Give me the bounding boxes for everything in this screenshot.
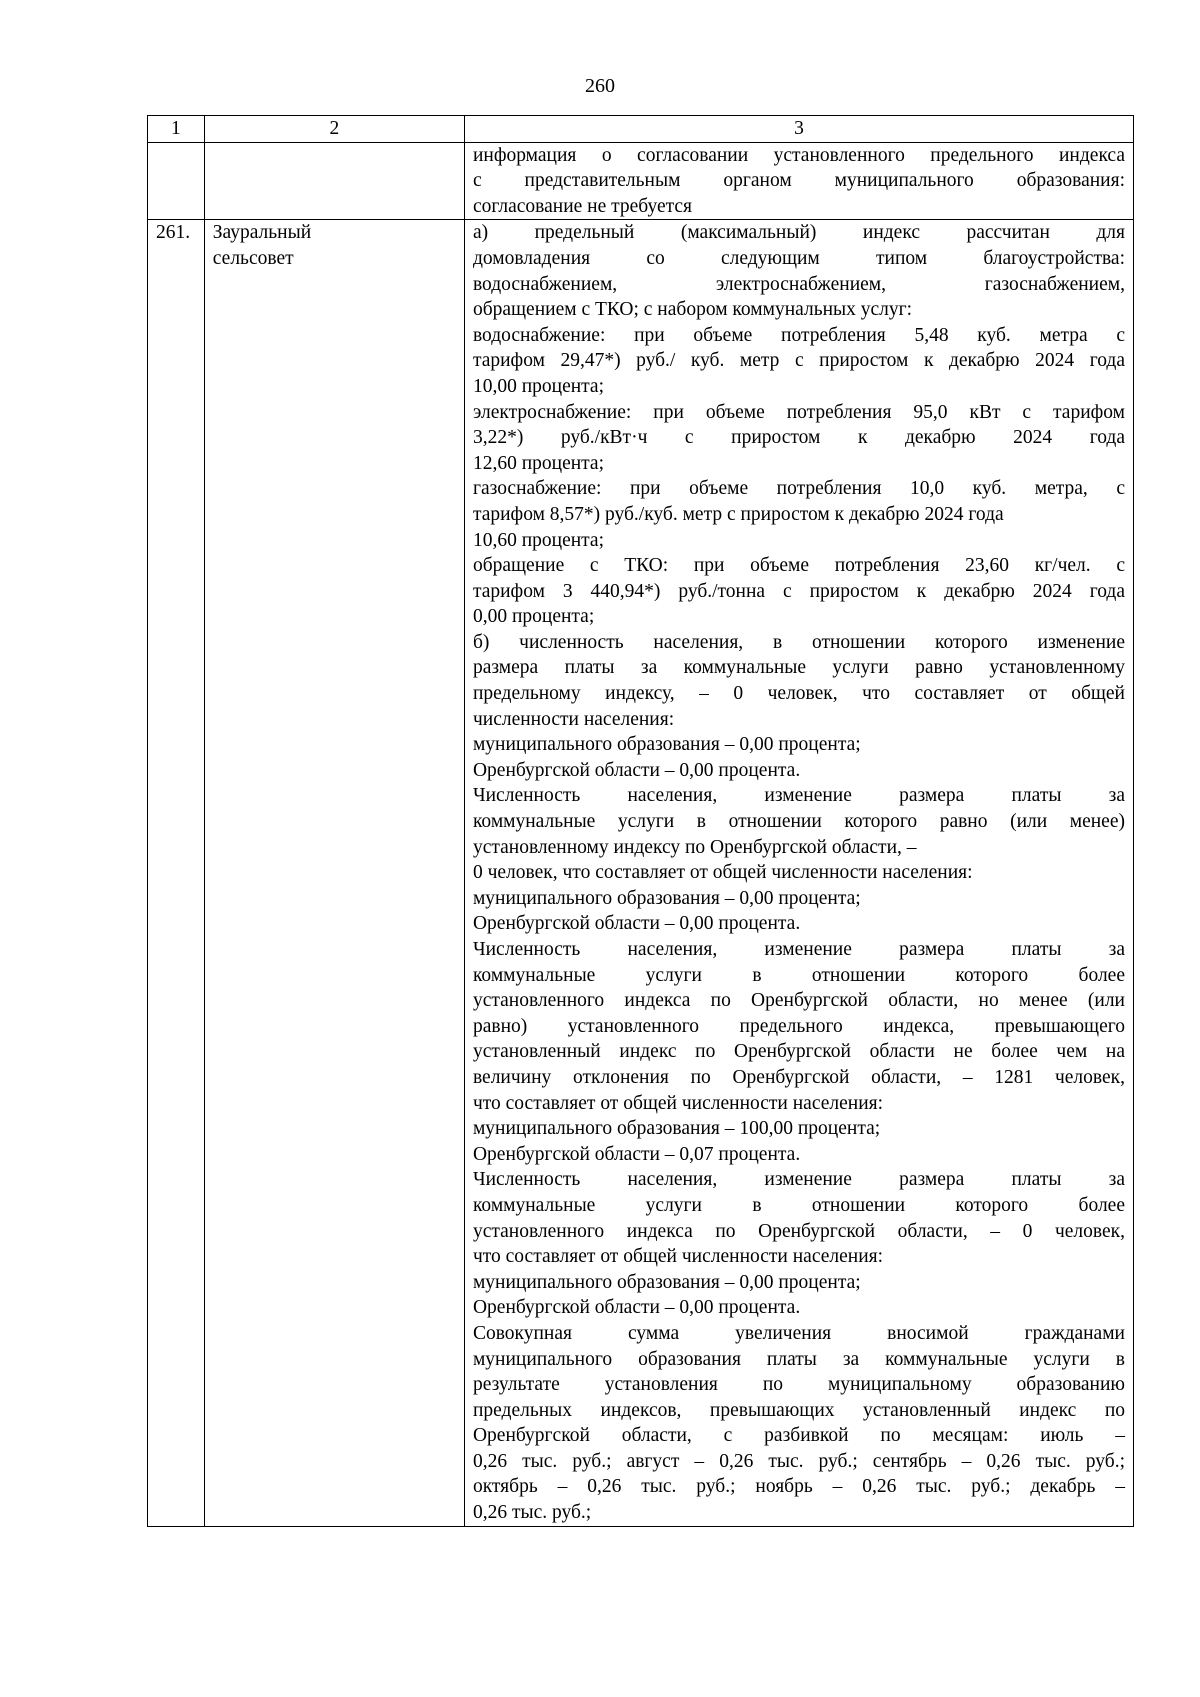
table-row	[148, 220, 1134, 1526]
description-line: тарифом 3 440,94*) руб./тонна с приростом к декабрю 2024 года	[472, 580, 1125, 602]
description-line: Совокупная сумма увеличения вносимой гражданами	[472, 1322, 1125, 1344]
description-line: коммунальные услуги в отношении которого более	[472, 964, 1125, 986]
continuation-text-cell	[464, 142, 1133, 220]
description-line: водоснабжением, электроснабжением, газоснабжением,	[472, 273, 1125, 295]
description-line: Численность населения, изменение размера платы за	[472, 1169, 1125, 1191]
description-line: предельных индексов, превышающих установленный индекс по	[472, 1399, 1125, 1421]
description-line: Оренбургской области, с разбивкой по месяцам: июль –	[472, 1425, 1125, 1447]
description-line: численности населения:	[472, 708, 675, 730]
column-header-2: 2	[204, 116, 464, 143]
continuation-name-cell	[204, 142, 464, 220]
description-line: муниципального образования платы за коммунальные услуги в	[472, 1348, 1125, 1370]
description-line: октябрь – 0,26 тыс. руб.; ноябрь – 0,26 тыс. руб.; декабрь –	[472, 1476, 1125, 1498]
description-line: муниципального образования – 0,00 процента;	[472, 734, 861, 756]
description-line: электроснабжение: при объеме потребления 95,0 кВт с тарифом	[472, 401, 1125, 423]
description-line: газоснабжение: при объеме потребления 10,0 куб. метра, с	[472, 478, 1125, 500]
description-line: 10,60 процента;	[472, 529, 604, 551]
description-line: Численность населения, изменение размера платы за	[472, 939, 1125, 960]
description-line: 10,00 процента;	[472, 375, 604, 397]
continuation-number-cell	[148, 142, 205, 220]
description-line: обращением с ТКО; с набором коммунальных услуг:	[472, 299, 913, 321]
description-line: установленного индекса по Оренбургской области, – 0 человек,	[472, 1220, 1125, 1242]
description-line: коммунальные услуги в отношении которого более	[472, 1194, 1125, 1216]
table-row-continuation	[148, 142, 1134, 220]
description-line: установленный индекс по Оренбургской области не более чем на	[472, 1041, 1125, 1063]
continuation-line: с представительным органом муниципального образования:	[472, 170, 1125, 192]
description-line: Оренбургской области – 0,00 процента.	[472, 1297, 801, 1319]
description-line: муниципального образования – 0,00 процента;	[472, 1271, 861, 1293]
description-line: муниципального образования – 0,00 процента;	[472, 887, 861, 909]
description-line: установленного индекса по Оренбургской области, но менее (или	[472, 990, 1125, 1012]
description-line: 3,22*) руб./кВт·ч с приростом к декабрю 2024 года	[472, 427, 1125, 449]
description-line: Оренбургской области – 0,00 процента.	[472, 913, 801, 935]
column-header-1: 1	[148, 116, 205, 143]
description-line: 12,60 процента;	[472, 452, 604, 474]
continuation-line: информация о согласовании установленного предельного индекса	[472, 144, 1125, 166]
description-line: домовладения со следующим типом благоустройства:	[472, 247, 1125, 269]
table-header-row	[148, 116, 1134, 143]
description-line: Численность населения, изменение размера платы за	[472, 785, 1125, 807]
description-line: что составляет от общей численности населения:	[472, 1246, 884, 1268]
continuation-line: согласование не требуется	[472, 195, 693, 217]
description-line: результате установления по муниципальному образованию	[472, 1374, 1125, 1396]
description-line: тарифом 8,57*) руб./куб. метр с приростом к декабрю 2024 года	[472, 503, 1004, 525]
description-line: Оренбургской области – 0,00 процента.	[472, 759, 801, 781]
description-line: Оренбургской области – 0,07 процента.	[472, 1143, 801, 1165]
description-line: б) численность населения, в отношении которого изменение	[472, 631, 1125, 653]
description-line: водоснабжение: при объеме потребления 5,48 куб. метра с	[472, 324, 1125, 346]
description-line: обращение с ТКО: при объеме потребления 23,60 кг/чел. с	[472, 555, 1125, 577]
description-line: предельному индексу, – 0 человек, что составляет от общей	[472, 683, 1125, 705]
row-description-cell	[464, 220, 1133, 1526]
description-line: что составляет от общей численности населения:	[472, 1092, 884, 1114]
description-line: тарифом 29,47*) руб./ куб. метр с приростом к декабрю 2024 года	[472, 350, 1125, 372]
description-line: равно) установленного предельного индекса, превышающего	[472, 1015, 1125, 1037]
row-name-cell	[204, 220, 464, 1526]
municipality-name-line: Зауральный	[212, 222, 312, 244]
description-line: коммунальные услуги в отношении которого равно (или менее)	[472, 811, 1125, 833]
page-number: 260	[585, 75, 615, 97]
column-header-3: 3	[464, 116, 1133, 143]
description-line: 0,26 тыс. руб.;	[472, 1502, 592, 1524]
description-line: муниципального образования – 100,00 процента;	[472, 1118, 881, 1140]
description-line: 0 человек, что составляет от общей численности населения:	[472, 862, 973, 884]
description-line: 0,00 процента;	[472, 606, 595, 628]
description-line: размера платы за коммунальные услуги равно установленному	[472, 657, 1125, 679]
description-line: 0,26 тыс. руб.; август – 0,26 тыс. руб.; сентябрь – 0,26 тыс. руб.;	[472, 1450, 1125, 1472]
description-line: величину отклонения по Оренбургской области, – 1281 человек,	[472, 1066, 1125, 1088]
municipality-name-line: сельсовет	[212, 247, 294, 269]
description-line: установленному индексу по Оренбургской области, –	[472, 836, 917, 858]
description-line: а) предельный (максимальный) индекс рассчитан для	[472, 222, 1125, 244]
data-table	[147, 115, 1134, 1527]
row-number: 261.	[148, 220, 205, 1526]
